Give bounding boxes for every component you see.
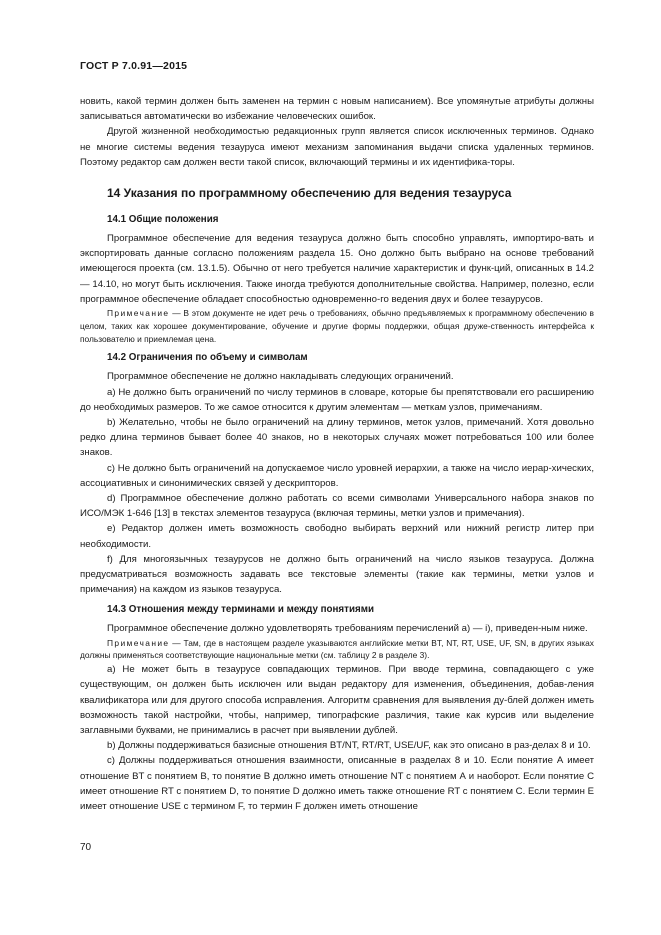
list-item: а) Не может быть в тезаурусе совпадающих терминов. При вводе термина, совпадающего с уже существующим, он должен быть исключен или выдан редактору для изменения, объединения, добав-ления квалификатора или для другого способа исправления. Алгоритм сравнения для выявления ду-блей должен иметь возможность такой настройки, чтобы, например, типографские различия, такие как курсив или выделение заглавными буквами, не принимались в расчет при выявлении дублей. (80, 664, 594, 737)
note-text: — Там, где в настоящем разделе указываются английские метки BT, NT, RT, USE, UF, SN, в других языках должны применяться соответствующие национальные метки (см. таблицу 2 в разделе 3). (80, 637, 594, 661)
paragraph: Программное обеспечение для ведения тезауруса должно быть способно управлять, импортиро-вать и экспортировать данные согласно положениям раздела 15. Оно должно быть выбрано на основе требований имеющегося проекта (см. 13.1.5). Обычно от него требуется наличие характеристик и функ-ций, описанных в 14.2 — 14.10, но могут быть исключения. Также иногда требуются дополнительные свойства. Например, полезно, если программное обеспечение обладает способностью одновременно-го ведения двух и более тезаурусов. (80, 233, 594, 305)
list-item: с) Не должно быть ограничений на допускаемое число уровней иерархии, а также на число иерар-хических, ассоциативных и синонимических связей у дескрипторов. (80, 462, 594, 489)
continuation-paragraph: новить, какой термин должен быть заменен на термин с новым написанием). Все упомянутые атрибуты должны записываться автоматически во избежание человеческих ошибок. (80, 96, 594, 123)
list-item: е) Редактор должен иметь возможность свободно выбирать верхний или нижний регистр литер при необходимости. (80, 523, 594, 550)
paragraph: Программное обеспечение не должно накладывать следующих ограничений. (107, 371, 454, 383)
list-item: d) Программное обеспечение должно работать со всеми символами Универсального набора знаков по ИСО/МЭК 1-646 [13] в текстах элементов тезауруса (включая термины, метки узлов и примечания). (80, 493, 594, 520)
section-14-heading: 14 Указания по программному обеспечению для ведения тезауруса (107, 186, 512, 201)
subsection-14-3-heading: 14.3 Отношения между терминами и между понятиями (107, 604, 374, 616)
subsection-14-1-heading: 14.1 Общие положения (107, 214, 219, 226)
list-item: f) Для многоязычных тезаурусов не должно быть ограничений на число языков тезауруса. Должна предусматриваться возможность задавать все текстовые элементы (такие как термины, метки узлов и примечания) на каждом из языков тезауруса. (80, 553, 594, 596)
list-item: b) Должны поддерживаться базисные отношения BT/NT, RT/RT, USE/UF, как это описано в раз-делах 8 и 10. (107, 740, 591, 752)
list-item: b) Желательно, чтобы не было ограничений на длину терминов, меток узлов, примечаний. Хотя довольно редко длина терминов бывает более 40 знаков, но в некоторых случаях может потребоваться 100 или более знаков. (80, 417, 594, 459)
list-item: а) Не должно быть ограничений по числу терминов в словаре, которые бы препятствовали его расширению до необходимых размеров. То же самое относится к другим элементам — меткам узлов, примечаниям. (80, 386, 594, 413)
note-label: Примечание (107, 637, 170, 648)
note-label: Примечание (107, 308, 170, 319)
subsection-14-2-heading: 14.2 Ограничения по объему и символам (107, 352, 308, 364)
standard-header: ГОСТ Р 7.0.91—2015 (80, 60, 188, 72)
paragraph: Другой жизненной необходимостью редакционных групп является список исключенных терминов. Однако не многие системы ведения тезауруса имеют механизм запоминания выдачи списка удаленных терминов. Поэтому редактор сам должен вести такой список, включающий термины и их идентифика-торы. (80, 126, 594, 168)
note (80, 307, 594, 345)
paragraph: Программное обеспечение должно удовлетворять требованиям перечислений а) — i), приведен-ным ниже. (107, 623, 588, 635)
list-item: с) Должны поддерживаться отношения взаимности, описанные в разделах 8 и 10. Если понятие А имеет отношение BT с понятием В, то понятие В должно иметь отношение NT с понятием А и наоборот. Если понятие С имеет отношение RT с понятием D, то понятие D должно иметь также отношение RT с понятием С. Если термин E имеет отношение USE с термином F, то термин F должен иметь отношение (80, 755, 594, 813)
document-body (80, 94, 594, 814)
page-number: 70 (80, 842, 92, 853)
note-text: — В этом документе не идет речь о требованиях, обычно предъявляемых к программному обеспечению в целом, таких как хорошее документирование, обучение и другие формы поддержки, общая друже-ственность интерфейса к пользователю и приемлемая цена. (80, 308, 594, 344)
note (80, 637, 594, 663)
